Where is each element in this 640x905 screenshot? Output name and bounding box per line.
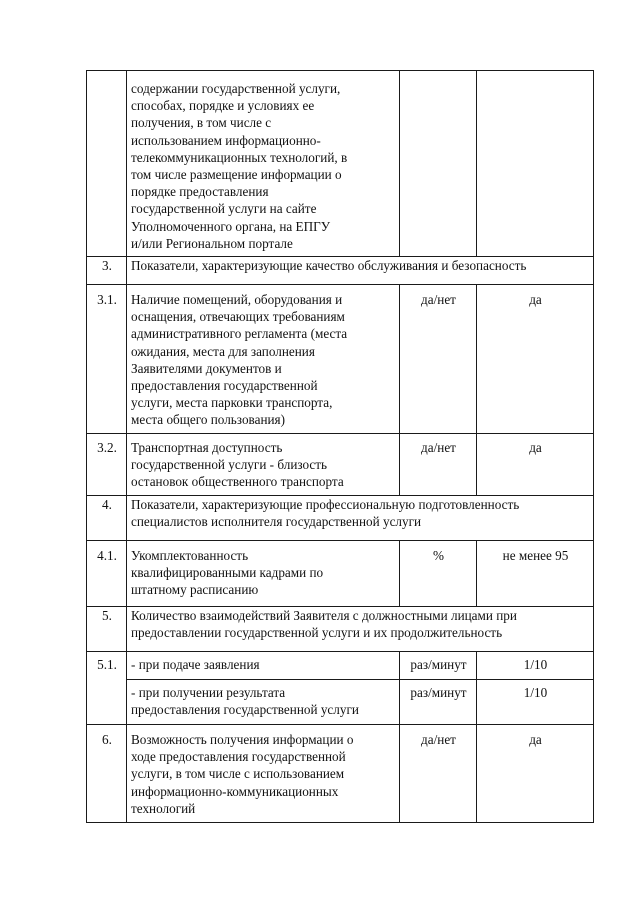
indicator-name-line: государственной услуги - близость [131, 457, 328, 473]
value-cell [477, 71, 594, 257]
indicator-name-line: услуги, места парковки транспорта, [131, 395, 333, 411]
section-number: 5. [87, 607, 127, 652]
section-number: 3. [87, 257, 127, 285]
indicator-name-line: штатному расписанию [131, 582, 259, 598]
indicator-name-line: Заявителями документов и [131, 360, 282, 376]
table-row-5-1-result [87, 680, 594, 725]
section-row-5 [87, 607, 594, 652]
indicator-name-line: порядке предоставления [131, 184, 269, 200]
indicator-name-line: Транспортная доступность [131, 440, 283, 455]
indicator-name-line: и/или Региональном портале [131, 235, 293, 251]
section-title-line: Показатели, характеризующие качество обслуживания и безопасность [131, 258, 527, 273]
value-cell: да [477, 725, 594, 823]
indicator-name-line: остановок общественного транспорта [131, 474, 344, 490]
table-row-5-1-submission [87, 652, 594, 680]
value-cell: не менее 95 [477, 541, 594, 607]
table-row-4-1 [87, 541, 594, 607]
value-cell: да [477, 434, 594, 496]
indicator-name-cell [127, 725, 400, 823]
section-title-cell [127, 496, 594, 541]
indicator-name-line: - при получении результата [131, 685, 286, 700]
indicator-name-line: информационно-коммуникационных [131, 783, 339, 799]
indicator-name-line: услуги, в том числе с использованием [131, 766, 345, 782]
indicator-name-cell [127, 541, 400, 607]
section-title-line: предоставлении государственной услуги и их продолжительность [131, 625, 503, 641]
row-number: 5.1. [87, 652, 127, 725]
table-row-3-1 [87, 285, 594, 434]
section-row-4 [87, 496, 594, 541]
unit-cell: да/нет [400, 285, 477, 434]
section-title-line: Показатели, характеризующие профессиональную подготовленность [131, 497, 520, 512]
indicator-name-line: предоставления государственной [131, 378, 318, 394]
indicators-table [86, 70, 594, 823]
unit-cell [400, 71, 477, 257]
indicator-name-line: получения, в том числе с [131, 115, 272, 131]
indicator-name-line: ожидания, места для заполнения [131, 343, 315, 359]
section-title-line: специалистов исполнителя государственной услуги [131, 514, 422, 530]
row-number: 6. [87, 725, 127, 823]
row-number-cell [87, 71, 127, 257]
row-number: 3.2. [87, 434, 127, 496]
indicator-name-line: использованием информационно- [131, 132, 321, 148]
value-cell: 1/10 [477, 680, 594, 725]
indicator-name-line: - при подаче заявления [131, 657, 260, 672]
table-row-continued [87, 71, 594, 257]
table-row-3-2 [87, 434, 594, 496]
indicator-name-line: технологий [131, 800, 196, 816]
indicator-name-cell [127, 434, 400, 496]
indicator-name-line: способах, порядке и условиях ее [131, 98, 315, 114]
section-title-line: Количество взаимодействий Заявителя с должностными лицами при [131, 608, 517, 623]
indicator-name-line: места общего пользования) [131, 412, 286, 428]
unit-cell: да/нет [400, 725, 477, 823]
indicator-name-line: ходе предоставления государственной [131, 749, 346, 765]
unit-cell: раз/минут [400, 652, 477, 680]
value-cell: 1/10 [477, 652, 594, 680]
indicator-name-line: Наличие помещений, оборудования и [131, 292, 343, 307]
indicator-name-line: том числе размещение информации о [131, 167, 342, 183]
indicator-name-line: административного регламента (места [131, 326, 348, 342]
indicator-name-line: содержании государственной услуги, [131, 81, 341, 96]
value-cell: да [477, 285, 594, 434]
indicator-name-cell [127, 652, 400, 680]
section-row-3 [87, 257, 594, 285]
unit-cell: % [400, 541, 477, 607]
indicators-table-body [87, 71, 594, 823]
indicator-name-line: государственной услуги на сайте [131, 201, 317, 217]
indicator-name-line: предоставления государственной услуги [131, 702, 359, 718]
indicator-name-cell [127, 680, 400, 725]
indicator-name-line: Возможность получения информации о [131, 732, 354, 747]
indicator-name-line: телекоммуникационных технологий, в [131, 149, 348, 165]
unit-cell: раз/минут [400, 680, 477, 725]
indicator-name-cell [127, 71, 400, 257]
section-title-cell [127, 607, 594, 652]
row-number: 3.1. [87, 285, 127, 434]
indicator-name-line: квалифицированными кадрами по [131, 565, 324, 581]
section-title-cell [127, 257, 594, 285]
indicator-name-line: Укомплектованность [131, 548, 249, 563]
indicator-name-cell [127, 285, 400, 434]
row-number: 4.1. [87, 541, 127, 607]
indicator-name-line: Уполномоченного органа, на ЕПГУ [131, 218, 331, 234]
section-number: 4. [87, 496, 127, 541]
unit-cell: да/нет [400, 434, 477, 496]
table-row-6 [87, 725, 594, 823]
indicator-name-line: оснащения, отвечающих требованиям [131, 309, 345, 325]
